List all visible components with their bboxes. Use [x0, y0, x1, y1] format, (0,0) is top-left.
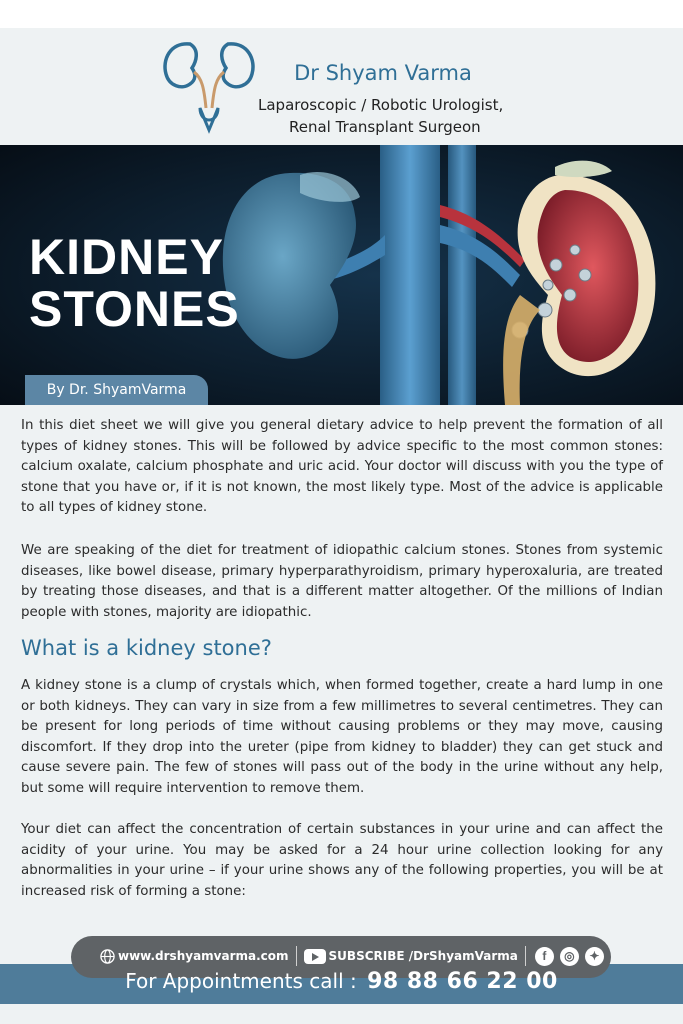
banner-title-line1: KIDNEY: [29, 229, 224, 285]
doctor-title: [258, 94, 558, 138]
appointments-label: For Appointments call :: [125, 969, 357, 993]
subscribe-text: SUBSCRIBE /DrShyamVarma: [328, 949, 518, 963]
divider: [525, 946, 526, 966]
section-heading: What is a kidney stone?: [21, 636, 272, 660]
banner-title: [29, 231, 240, 335]
diet-paragraph: Your diet can affect the concentration of certain substances in your urine and can affect the acidity of your urine. You may be asked for a 24 hour urine collection looking for any abnormalities in your urine – if your urine shows any of the following properties, you will be at increased risk of forming a stone:: [21, 822, 663, 899]
idiopathic-paragraph: We are speaking of the diet for treatment of idiopathic calcium stones. Stones from systemic diseases, like bowel disease, primary hyperparathyroidism, primary hyperoxaluria, are treated by treating those diseases, and that is a different matter altogether. Of the millions of Indian people with stones, majority are idiopathic.: [21, 543, 663, 620]
kidney-logo-icon: [160, 38, 258, 138]
youtube-icon: [304, 949, 326, 964]
social-icons: [535, 947, 604, 966]
facebook-icon[interactable]: f: [535, 947, 554, 966]
page: [0, 28, 683, 1024]
youtube-link[interactable]: [304, 949, 518, 964]
website-link[interactable]: [100, 949, 289, 964]
banner-title-line2: STONES: [29, 281, 240, 337]
divider: [296, 946, 297, 966]
doctor-title-line2: Renal Transplant Surgeon: [289, 118, 481, 136]
header: [0, 28, 683, 145]
website-text: www.drshyamvarma.com: [118, 949, 289, 963]
twitter-icon[interactable]: ✦: [585, 947, 604, 966]
intro-paragraph: In this diet sheet we will give you general dietary advice to help prevent the formation of all types of kidney stones. This will be followed by advice specific to the most common stones: calcium oxalate, calcium phosphate and uric acid. Your doctor will discuss with you the type of stone that you have or, if it is not known, the most likely type. Most of the advice is applicable to all types of kidney stone.: [21, 418, 663, 516]
doctor-name: Dr Shyam Varma: [294, 61, 472, 85]
globe-icon: [100, 949, 115, 964]
phone-number[interactable]: 98 88 66 22 00: [367, 969, 558, 994]
instagram-icon[interactable]: ◎: [560, 947, 579, 966]
author-byline: By Dr. ShyamVarma: [25, 375, 208, 405]
doctor-title-line1: Laparoscopic / Robotic Urologist,: [258, 96, 504, 114]
appointments-line: [0, 965, 683, 998]
definition-paragraph: A kidney stone is a clump of crystals which, when formed together, create a hard lump in one or both kidneys. They can vary in size from a few millimetres to several centimetres. They can be present for long periods of time without causing problems or they may move, causing discomfort. If they drop into the ureter (pipe from kidney to bladder) they can get stuck and cause severe pain. The few of stones will pass out of the body in the urine without any help, but some will require intervention to remove them.: [21, 678, 663, 796]
hero-banner: [0, 145, 683, 405]
